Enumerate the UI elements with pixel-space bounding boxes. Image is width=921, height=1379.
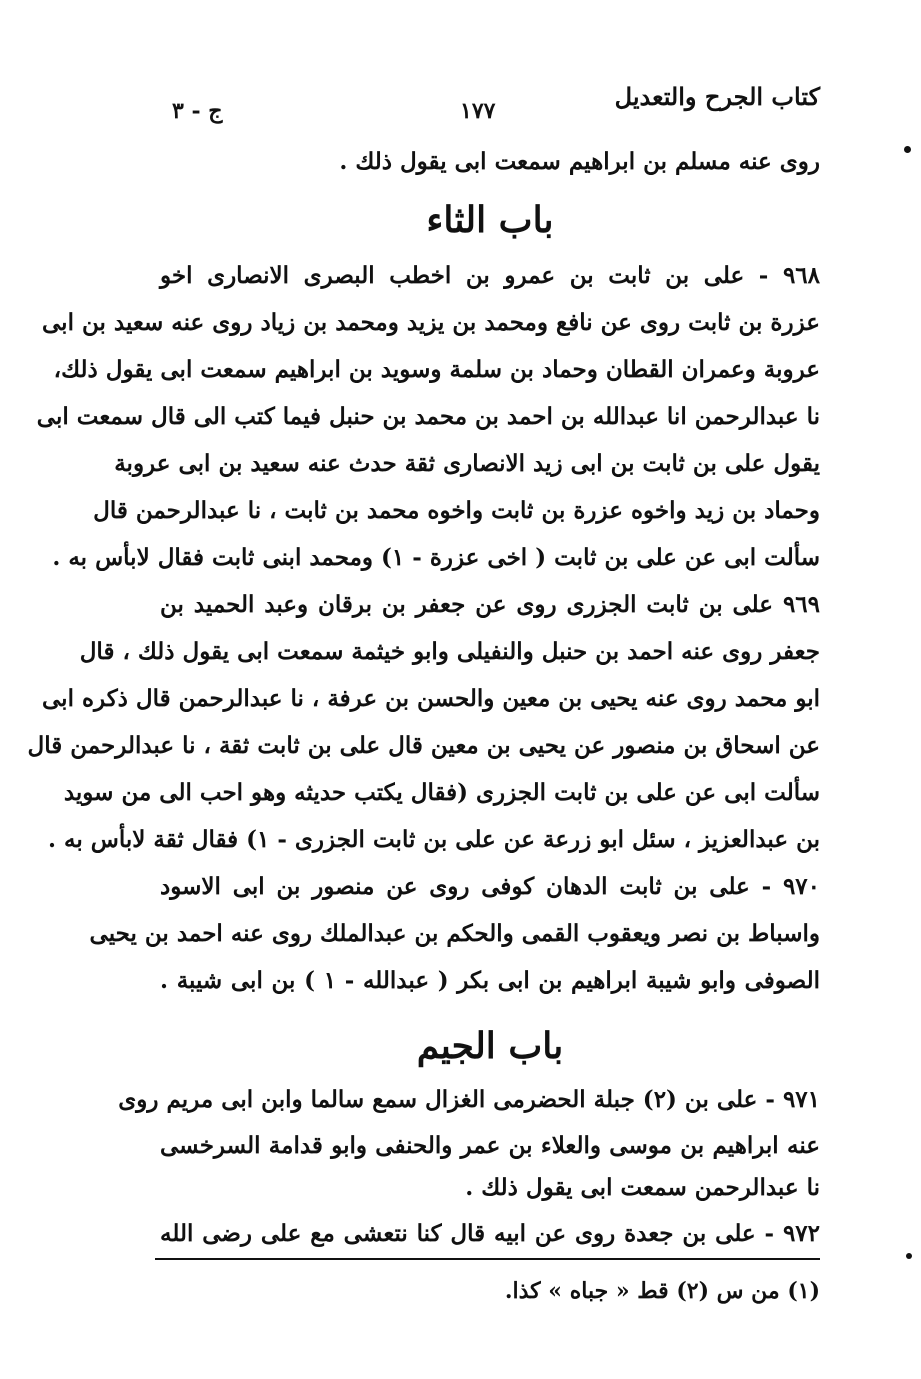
page-header: [160, 82, 820, 134]
text-line: نا عبدالرحمن انا عبدالله بن احمد بن محمد بن حنبل فيما كتب الى قال سمعت ابى: [36, 403, 820, 430]
text-line: نا عبدالرحمن سمعت ابى يقول ذلك .: [465, 1174, 820, 1201]
text-line: بن عبدالعزيز ، سئل ابو زرعة عن على بن ثابت الجزرى - ١) فقال ثقة لابأس به .: [48, 826, 820, 853]
text-line: وحماد بن زيد واخوه عزرة بن ثابت واخوه محمد بن ثابت ، نا عبدالرحمن قال: [93, 497, 820, 524]
footnote-divider: [155, 1258, 820, 1260]
text-line: الصوفى وابو شيبة ابراهيم بن ابى بكر ( عبدالله - ١ ) بن ابى شيبة .: [160, 967, 820, 994]
text-line: ابو محمد روى عنه يحيى بن معين والحسن بن عرفة ، نا عبدالرحمن قال ذكره ابى: [42, 685, 820, 712]
text-line: عنه ابراهيم بن موسى والعلاء بن عمر والحنفى وابو قدامة السرخسى: [160, 1132, 820, 1159]
text-line: جعفر روى عنه احمد بن حنبل والنفيلى وابو خيثمة سمعت ابى يقول ذلك ، قال: [79, 638, 820, 665]
entry-968-line: ٩٦٨ - على بن ثابت بن عمرو بن اخطب البصرى الانصارى اخو: [160, 262, 820, 289]
text-line: سألت ابى عن على بن ثابت الجزرى (فقال يكتب حديثه وهو احب الى من سويد: [63, 779, 820, 806]
section-heading-tha: باب الثاء: [426, 199, 554, 241]
scan-speck: [906, 1253, 912, 1259]
text-line: عن اسحاق بن منصور عن يحيى بن معين قال على بن ثابت ثقة ، نا عبدالرحمن قال: [27, 732, 820, 759]
entry-970-line: ٩٧٠ - على بن ثابت الدهان كوفى روى عن منصور بن ابى الاسود: [160, 873, 820, 900]
text-line: واسباط بن نصر ويعقوب القمى والحكم بن عبدالملك روى عنه احمد بن يحيى: [89, 920, 820, 947]
text-line: عزرة بن ثابت روى عن نافع ومحمد بن يزيد ومحمد بن زياد روى عنه سعيد بن ابى: [42, 309, 820, 336]
footnote: (١) من س (٢) قط « جباه » كذا.: [504, 1278, 820, 1304]
section-heading-jim: باب الجيم: [416, 1025, 564, 1067]
text-line: روى عنه مسلم بن ابراهيم سمعت ابى يقول ذلك .: [339, 148, 820, 175]
entry-969-line: ٩٦٩ على بن ثابت الجزرى روى عن جعفر بن برقان وعبد الحميد بن: [160, 591, 820, 618]
scan-speck: [904, 146, 911, 153]
page-number: ١٧٧: [460, 98, 496, 124]
text-line: يقول على بن ثابت بن ابى زيد الانصارى ثقة حدث عنه سعيد بن ابى عروبة: [114, 450, 820, 477]
book-title: كتاب الجرح والتعديل: [614, 82, 820, 111]
text-line: سألت ابى عن على بن ثابت ( اخى عزرة - ١) ومحمد ابنى ثابت فقال لابأس به .: [52, 544, 820, 571]
text-line: عروبة وعمران القطان وحماد بن سلمة وسويد بن ابراهيم سمعت ابى يقول ذلك،: [53, 356, 820, 383]
entry-972-line: ٩٧٢ - على بن جعدة روى عن ابيه قال كنا نتعشى مع على رضى الله: [160, 1220, 820, 1247]
volume-label: ج - ٣: [172, 98, 223, 124]
entry-971-line: ٩٧١ - على بن (٢) جبلة الحضرمى الغزال سمع سالما وابن ابى مريم روى: [118, 1086, 820, 1113]
